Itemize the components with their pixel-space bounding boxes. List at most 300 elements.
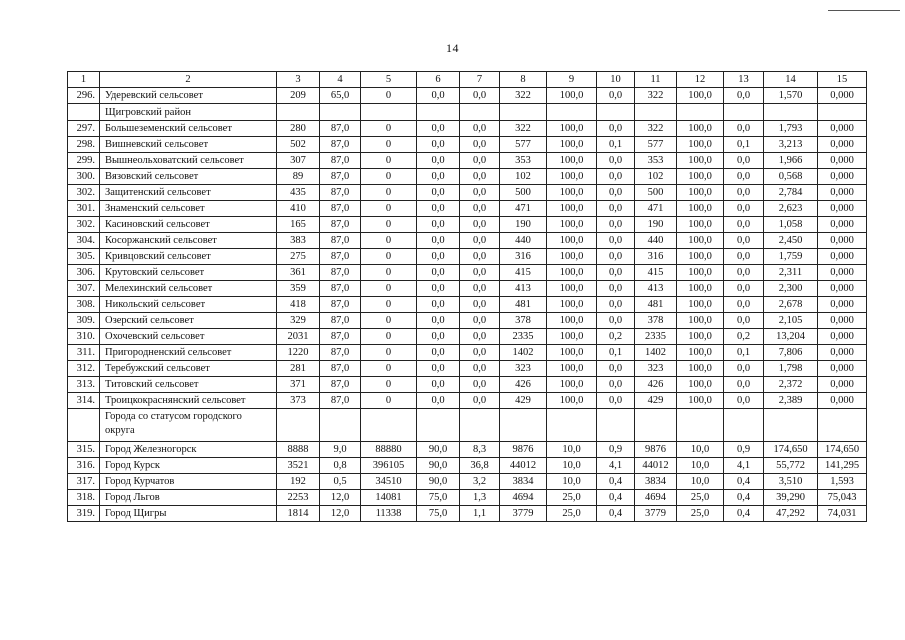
value-cell: 383: [277, 233, 320, 249]
value-cell: 3779: [635, 506, 677, 522]
value-cell: 4694: [635, 490, 677, 506]
value-cell: 102: [500, 169, 547, 185]
empty-cell: [547, 104, 597, 121]
municipality-name-cell: Мелехинский сельсовет: [100, 281, 277, 297]
row-number-cell: 307.: [68, 281, 100, 297]
value-cell: 0,1: [724, 137, 764, 153]
municipality-name-cell: Охочевский сельсовет: [100, 329, 277, 345]
value-cell: 89: [277, 169, 320, 185]
value-cell: 0,0: [460, 169, 500, 185]
value-cell: 87,0: [320, 393, 361, 409]
value-cell: 0: [361, 297, 417, 313]
value-cell: 100,0: [547, 233, 597, 249]
value-cell: 2,311: [764, 265, 818, 281]
value-cell: 87,0: [320, 377, 361, 393]
value-cell: 275: [277, 249, 320, 265]
table-row: [68, 490, 867, 506]
empty-cell: [361, 104, 417, 121]
value-cell: 426: [500, 377, 547, 393]
value-cell: 25,0: [547, 490, 597, 506]
table-row: [68, 185, 867, 201]
value-cell: 0,0: [460, 201, 500, 217]
value-cell: 0,0: [724, 153, 764, 169]
value-cell: 90,0: [417, 458, 460, 474]
value-cell: 0,0: [417, 217, 460, 233]
value-cell: 0,0: [417, 281, 460, 297]
value-cell: 0,0: [460, 345, 500, 361]
value-cell: 100,0: [677, 345, 724, 361]
value-cell: 0,0: [460, 137, 500, 153]
table-body: [68, 88, 867, 522]
value-cell: 3,510: [764, 474, 818, 490]
value-cell: 0,0: [597, 393, 635, 409]
row-number-cell: 297.: [68, 121, 100, 137]
value-cell: 0,000: [818, 297, 867, 313]
value-cell: 0,0: [597, 233, 635, 249]
value-cell: 192: [277, 474, 320, 490]
value-cell: 373: [277, 393, 320, 409]
empty-cell: [724, 409, 764, 442]
municipality-name-cell: Знаменский сельсовет: [100, 201, 277, 217]
value-cell: 74,031: [818, 506, 867, 522]
value-cell: 100,0: [547, 153, 597, 169]
value-cell: 0: [361, 185, 417, 201]
value-cell: 100,0: [547, 201, 597, 217]
value-cell: 435: [277, 185, 320, 201]
table-row: [68, 217, 867, 233]
value-cell: 378: [500, 313, 547, 329]
value-cell: 1,759: [764, 249, 818, 265]
table-row: [68, 345, 867, 361]
value-cell: 0,0: [597, 88, 635, 104]
empty-cell: [764, 409, 818, 442]
value-cell: 0,568: [764, 169, 818, 185]
value-cell: 87,0: [320, 217, 361, 233]
value-cell: 90,0: [417, 474, 460, 490]
value-cell: 12,0: [320, 506, 361, 522]
empty-cell: [460, 104, 500, 121]
value-cell: 0: [361, 377, 417, 393]
column-number-cell: 13: [724, 72, 764, 88]
value-cell: 87,0: [320, 233, 361, 249]
value-cell: 323: [500, 361, 547, 377]
value-cell: 1402: [635, 345, 677, 361]
value-cell: 87,0: [320, 329, 361, 345]
value-cell: 0: [361, 361, 417, 377]
empty-cell: [677, 104, 724, 121]
value-cell: 322: [500, 88, 547, 104]
value-cell: 0,4: [597, 506, 635, 522]
row-number-cell: 304.: [68, 233, 100, 249]
row-number-cell: 308.: [68, 297, 100, 313]
value-cell: 0,0: [724, 281, 764, 297]
column-number-cell: 3: [277, 72, 320, 88]
table-row: [68, 281, 867, 297]
value-cell: 322: [635, 121, 677, 137]
value-cell: 577: [500, 137, 547, 153]
column-number-cell: 2: [100, 72, 277, 88]
value-cell: 316: [500, 249, 547, 265]
value-cell: 10,0: [547, 442, 597, 458]
value-cell: 1,966: [764, 153, 818, 169]
value-cell: 100,0: [677, 88, 724, 104]
value-cell: 4,1: [597, 458, 635, 474]
value-cell: 100,0: [547, 313, 597, 329]
row-number-cell: 315.: [68, 442, 100, 458]
column-number-cell: 9: [547, 72, 597, 88]
section-heading-label: Города со статусом городского округа: [100, 409, 277, 442]
value-cell: 100,0: [677, 265, 724, 281]
value-cell: 12,0: [320, 490, 361, 506]
value-cell: 0,2: [597, 329, 635, 345]
value-cell: 0,0: [597, 201, 635, 217]
value-cell: 100,0: [677, 233, 724, 249]
value-cell: 1220: [277, 345, 320, 361]
table-row: [68, 265, 867, 281]
value-cell: 0,0: [724, 377, 764, 393]
empty-cell: [597, 104, 635, 121]
column-number-cell: 12: [677, 72, 724, 88]
value-cell: 0,000: [818, 201, 867, 217]
value-cell: 0,0: [460, 281, 500, 297]
value-cell: 502: [277, 137, 320, 153]
value-cell: 100,0: [677, 377, 724, 393]
row-number-cell: 301.: [68, 201, 100, 217]
value-cell: 0,000: [818, 281, 867, 297]
value-cell: 2335: [635, 329, 677, 345]
value-cell: 0,0: [724, 233, 764, 249]
row-number-cell: 316.: [68, 458, 100, 474]
value-cell: 1,1: [460, 506, 500, 522]
section-heading-row: [68, 409, 867, 442]
value-cell: 0: [361, 393, 417, 409]
value-cell: 14081: [361, 490, 417, 506]
value-cell: 141,295: [818, 458, 867, 474]
municipality-name-cell: Троицкокраснянский сельсовет: [100, 393, 277, 409]
value-cell: 2,105: [764, 313, 818, 329]
value-cell: 359: [277, 281, 320, 297]
table-row: [68, 249, 867, 265]
value-cell: 36,8: [460, 458, 500, 474]
value-cell: 0,000: [818, 88, 867, 104]
row-number-cell: 313.: [68, 377, 100, 393]
value-cell: 3834: [635, 474, 677, 490]
value-cell: 4,1: [724, 458, 764, 474]
municipality-name-cell: Теребужский сельсовет: [100, 361, 277, 377]
municipality-name-cell: Удеревский сельсовет: [100, 88, 277, 104]
empty-cell: [597, 409, 635, 442]
municipality-name-cell: Город Льгов: [100, 490, 277, 506]
empty-cell: [818, 409, 867, 442]
value-cell: 3834: [500, 474, 547, 490]
value-cell: 8,3: [460, 442, 500, 458]
value-cell: 0,0: [724, 393, 764, 409]
value-cell: 0,0: [417, 233, 460, 249]
empty-cell: [460, 409, 500, 442]
value-cell: 371: [277, 377, 320, 393]
value-cell: 0,0: [460, 361, 500, 377]
value-cell: 87,0: [320, 249, 361, 265]
row-number-cell: 302.: [68, 185, 100, 201]
value-cell: 0,4: [597, 474, 635, 490]
value-cell: 100,0: [677, 201, 724, 217]
row-number-cell: 317.: [68, 474, 100, 490]
table-row: [68, 233, 867, 249]
value-cell: 2,372: [764, 377, 818, 393]
value-cell: 0,000: [818, 169, 867, 185]
value-cell: 0,0: [417, 249, 460, 265]
municipality-name-cell: Город Щигры: [100, 506, 277, 522]
value-cell: 25,0: [677, 490, 724, 506]
value-cell: 100,0: [677, 121, 724, 137]
column-number-row: [68, 72, 867, 88]
column-number-cell: 8: [500, 72, 547, 88]
value-cell: 7,806: [764, 345, 818, 361]
empty-cell: [635, 409, 677, 442]
value-cell: 0,0: [417, 361, 460, 377]
value-cell: 0: [361, 153, 417, 169]
row-number-cell: 299.: [68, 153, 100, 169]
value-cell: 0,0: [724, 297, 764, 313]
value-cell: 0,000: [818, 249, 867, 265]
value-cell: 0,0: [417, 345, 460, 361]
value-cell: 0,0: [417, 137, 460, 153]
value-cell: 0,0: [417, 329, 460, 345]
column-number-cell: 4: [320, 72, 361, 88]
row-number-cell: 314.: [68, 393, 100, 409]
value-cell: 500: [635, 185, 677, 201]
value-cell: 100,0: [547, 249, 597, 265]
value-cell: 0,000: [818, 313, 867, 329]
row-number-cell: 302.: [68, 217, 100, 233]
value-cell: 10,0: [547, 458, 597, 474]
municipality-name-cell: Озерский сельсовет: [100, 313, 277, 329]
value-cell: 0,0: [597, 217, 635, 233]
value-cell: 0,000: [818, 217, 867, 233]
value-cell: 415: [635, 265, 677, 281]
value-cell: 190: [500, 217, 547, 233]
value-cell: 0,0: [460, 377, 500, 393]
value-cell: 100,0: [677, 137, 724, 153]
value-cell: 378: [635, 313, 677, 329]
data-table: [67, 71, 867, 522]
value-cell: 353: [500, 153, 547, 169]
value-cell: 0,0: [724, 361, 764, 377]
value-cell: 0,1: [724, 345, 764, 361]
value-cell: 353: [635, 153, 677, 169]
value-cell: 307: [277, 153, 320, 169]
value-cell: 0,0: [460, 153, 500, 169]
value-cell: 100,0: [547, 329, 597, 345]
value-cell: 25,0: [547, 506, 597, 522]
value-cell: 4694: [500, 490, 547, 506]
municipality-name-cell: Кривцовский сельсовет: [100, 249, 277, 265]
value-cell: 9,0: [320, 442, 361, 458]
column-number-cell: 10: [597, 72, 635, 88]
value-cell: 10,0: [677, 442, 724, 458]
value-cell: 1402: [500, 345, 547, 361]
table-row: [68, 361, 867, 377]
value-cell: 87,0: [320, 345, 361, 361]
value-cell: 2,784: [764, 185, 818, 201]
value-cell: 100,0: [677, 185, 724, 201]
value-cell: 413: [500, 281, 547, 297]
municipality-name-cell: Город Курчатов: [100, 474, 277, 490]
municipality-name-cell: Город Курск: [100, 458, 277, 474]
value-cell: 481: [500, 297, 547, 313]
value-cell: 0: [361, 313, 417, 329]
value-cell: 1,570: [764, 88, 818, 104]
value-cell: 0: [361, 345, 417, 361]
value-cell: 0,0: [460, 233, 500, 249]
row-number-cell: 300.: [68, 169, 100, 185]
value-cell: 100,0: [677, 217, 724, 233]
empty-cell: [635, 104, 677, 121]
value-cell: 361: [277, 265, 320, 281]
value-cell: 0,000: [818, 185, 867, 201]
empty-cell: [277, 409, 320, 442]
value-cell: 0,5: [320, 474, 361, 490]
row-number-cell: 305.: [68, 249, 100, 265]
value-cell: 426: [635, 377, 677, 393]
column-number-cell: 14: [764, 72, 818, 88]
value-cell: 100,0: [547, 345, 597, 361]
section-heading-label: Щигровский район: [100, 104, 277, 121]
value-cell: 8888: [277, 442, 320, 458]
value-cell: 100,0: [677, 249, 724, 265]
table-row: [68, 506, 867, 522]
row-number-cell: 312.: [68, 361, 100, 377]
value-cell: 0,000: [818, 345, 867, 361]
value-cell: 0,0: [597, 377, 635, 393]
empty-cell: [547, 409, 597, 442]
value-cell: 44012: [500, 458, 547, 474]
value-cell: 100,0: [547, 297, 597, 313]
table-row: [68, 153, 867, 169]
value-cell: 0,000: [818, 393, 867, 409]
value-cell: 3,2: [460, 474, 500, 490]
value-cell: 0,0: [417, 313, 460, 329]
value-cell: 500: [500, 185, 547, 201]
value-cell: 0: [361, 265, 417, 281]
value-cell: 429: [500, 393, 547, 409]
value-cell: 0,000: [818, 377, 867, 393]
empty-cell: [500, 409, 547, 442]
value-cell: 10,0: [677, 458, 724, 474]
value-cell: 2335: [500, 329, 547, 345]
row-number-cell: 318.: [68, 490, 100, 506]
value-cell: 100,0: [547, 265, 597, 281]
value-cell: 329: [277, 313, 320, 329]
value-cell: 13,204: [764, 329, 818, 345]
value-cell: 1,593: [818, 474, 867, 490]
value-cell: 100,0: [547, 393, 597, 409]
value-cell: 100,0: [677, 297, 724, 313]
value-cell: 102: [635, 169, 677, 185]
value-cell: 87,0: [320, 185, 361, 201]
table-row: [68, 297, 867, 313]
value-cell: 0,0: [460, 217, 500, 233]
value-cell: 0,0: [417, 153, 460, 169]
value-cell: 3521: [277, 458, 320, 474]
value-cell: 100,0: [547, 169, 597, 185]
municipality-name-cell: Большеземенский сельсовет: [100, 121, 277, 137]
value-cell: 2,623: [764, 201, 818, 217]
value-cell: 2,450: [764, 233, 818, 249]
value-cell: 0,0: [597, 185, 635, 201]
value-cell: 0,4: [724, 490, 764, 506]
value-cell: 87,0: [320, 153, 361, 169]
value-cell: 0,4: [724, 474, 764, 490]
value-cell: 100,0: [677, 281, 724, 297]
empty-cell: [500, 104, 547, 121]
value-cell: 0: [361, 88, 417, 104]
value-cell: 0: [361, 169, 417, 185]
value-cell: 0,0: [597, 361, 635, 377]
value-cell: 87,0: [320, 265, 361, 281]
value-cell: 316: [635, 249, 677, 265]
empty-cell: [277, 104, 320, 121]
row-number-cell: 311.: [68, 345, 100, 361]
empty-cell: [417, 409, 460, 442]
value-cell: 174,650: [818, 442, 867, 458]
value-cell: 209: [277, 88, 320, 104]
value-cell: 75,043: [818, 490, 867, 506]
value-cell: 190: [635, 217, 677, 233]
value-cell: 0: [361, 137, 417, 153]
value-cell: 322: [500, 121, 547, 137]
value-cell: 0,000: [818, 153, 867, 169]
value-cell: 100,0: [547, 361, 597, 377]
value-cell: 100,0: [547, 185, 597, 201]
value-cell: 0,0: [460, 265, 500, 281]
value-cell: 1,3: [460, 490, 500, 506]
value-cell: 165: [277, 217, 320, 233]
value-cell: 0,0: [417, 201, 460, 217]
value-cell: 0,0: [460, 297, 500, 313]
value-cell: 174,650: [764, 442, 818, 458]
table-row: [68, 88, 867, 104]
value-cell: 440: [635, 233, 677, 249]
value-cell: 1,798: [764, 361, 818, 377]
empty-cell: [724, 104, 764, 121]
value-cell: 0,0: [724, 169, 764, 185]
row-number-cell: 296.: [68, 88, 100, 104]
municipality-name-cell: Вишневский сельсовет: [100, 137, 277, 153]
row-number-cell: 310.: [68, 329, 100, 345]
column-number-cell: 5: [361, 72, 417, 88]
value-cell: 0,9: [597, 442, 635, 458]
value-cell: 0,0: [724, 265, 764, 281]
value-cell: 55,772: [764, 458, 818, 474]
municipality-name-cell: Касиновский сельсовет: [100, 217, 277, 233]
value-cell: 3,213: [764, 137, 818, 153]
value-cell: 44012: [635, 458, 677, 474]
value-cell: 2,389: [764, 393, 818, 409]
value-cell: 87,0: [320, 313, 361, 329]
value-cell: 0,0: [597, 153, 635, 169]
value-cell: 87,0: [320, 281, 361, 297]
value-cell: 0,000: [818, 137, 867, 153]
value-cell: 0,1: [597, 137, 635, 153]
value-cell: 1814: [277, 506, 320, 522]
value-cell: 0,0: [724, 201, 764, 217]
value-cell: 0,0: [460, 121, 500, 137]
table-row: [68, 393, 867, 409]
table-row: [68, 201, 867, 217]
value-cell: 1,793: [764, 121, 818, 137]
municipality-name-cell: Вязовский сельсовет: [100, 169, 277, 185]
